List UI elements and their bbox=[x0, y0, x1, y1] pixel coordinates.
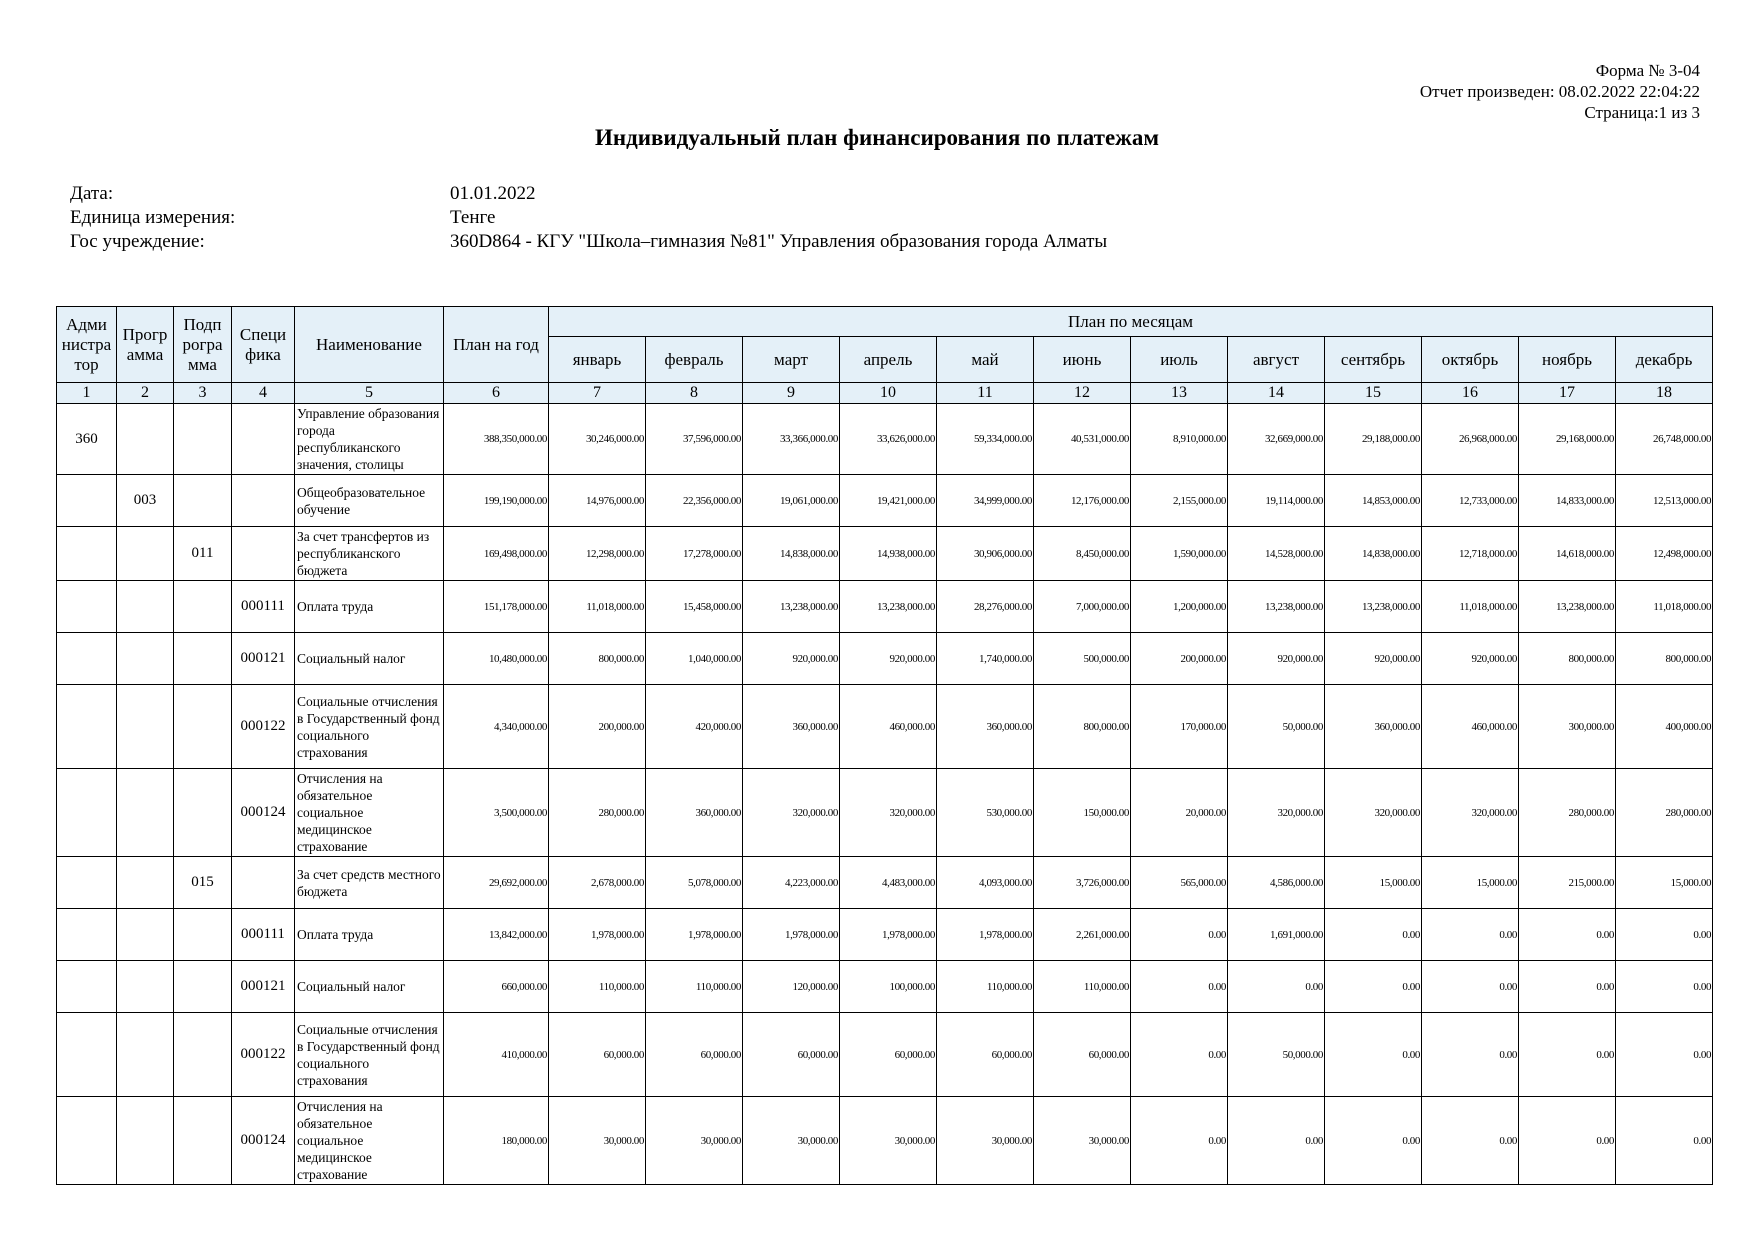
cell-month-value: 37,596,000.00 bbox=[646, 404, 743, 475]
month-header: декабрь bbox=[1616, 337, 1713, 383]
cell-month-value: 30,000.00 bbox=[743, 1097, 840, 1185]
cell-month-value: 500,000.00 bbox=[1034, 633, 1131, 685]
cell-month-value: 60,000.00 bbox=[743, 1013, 840, 1097]
cell-month-value: 30,000.00 bbox=[840, 1097, 937, 1185]
cell-month-value: 0.00 bbox=[1519, 961, 1616, 1013]
col-header-subprogram: Подп рогра мма bbox=[174, 307, 232, 383]
cell-month-value: 14,838,000.00 bbox=[1325, 527, 1422, 581]
cell-month-value: 110,000.00 bbox=[1034, 961, 1131, 1013]
month-header: июль bbox=[1131, 337, 1228, 383]
cell-month-value: 30,000.00 bbox=[937, 1097, 1034, 1185]
cell-month-value: 110,000.00 bbox=[646, 961, 743, 1013]
cell-name: Социальные отчисления в Государственный фонд социального страхования bbox=[295, 1013, 444, 1097]
cell-month-value: 13,238,000.00 bbox=[743, 581, 840, 633]
cell-month-value: 800,000.00 bbox=[1034, 685, 1131, 769]
cell-month-value: 50,000.00 bbox=[1228, 685, 1325, 769]
cell-subprogram: 015 bbox=[174, 857, 232, 909]
cell-month-value: 420,000.00 bbox=[646, 685, 743, 769]
cell-month-value: 920,000.00 bbox=[840, 633, 937, 685]
cell-month-value: 4,586,000.00 bbox=[1228, 857, 1325, 909]
cell-subprogram bbox=[174, 633, 232, 685]
cell-month-value: 920,000.00 bbox=[1228, 633, 1325, 685]
column-number: 14 bbox=[1228, 383, 1325, 404]
cell-month-value: 320,000.00 bbox=[1325, 769, 1422, 857]
cell-name: Социальный налог bbox=[295, 961, 444, 1013]
form-number: Форма № 3-04 bbox=[1595, 61, 1700, 80]
cell-month-value: 15,000.00 bbox=[1616, 857, 1713, 909]
cell-program bbox=[117, 633, 174, 685]
cell-month-value: 280,000.00 bbox=[1519, 769, 1616, 857]
cell-month-value: 120,000.00 bbox=[743, 961, 840, 1013]
cell-month-value: 5,078,000.00 bbox=[646, 857, 743, 909]
cell-month-value: 30,000.00 bbox=[646, 1097, 743, 1185]
cell-month-value: 200,000.00 bbox=[1131, 633, 1228, 685]
cell-plan-year: 660,000.00 bbox=[444, 961, 549, 1013]
month-header: июнь bbox=[1034, 337, 1131, 383]
cell-month-value: 14,833,000.00 bbox=[1519, 475, 1616, 527]
cell-month-value: 110,000.00 bbox=[549, 961, 646, 1013]
cell-admin: 360 bbox=[57, 404, 117, 475]
info-label: Гос учреждение: bbox=[70, 231, 205, 252]
cell-subprogram bbox=[174, 1097, 232, 1185]
column-number: 18 bbox=[1616, 383, 1713, 404]
cell-program bbox=[117, 1013, 174, 1097]
col-header-program: Прогр амма bbox=[117, 307, 174, 383]
cell-admin bbox=[57, 633, 117, 685]
cell-month-value: 0.00 bbox=[1325, 961, 1422, 1013]
cell-name: Отчисления на обязательное социальное медицинское страхование bbox=[295, 1097, 444, 1185]
cell-program bbox=[117, 961, 174, 1013]
cell-month-value: 26,748,000.00 bbox=[1616, 404, 1713, 475]
cell-month-value: 29,168,000.00 bbox=[1519, 404, 1616, 475]
cell-month-value: 30,000.00 bbox=[1034, 1097, 1131, 1185]
cell-month-value: 19,061,000.00 bbox=[743, 475, 840, 527]
table-row bbox=[57, 909, 1713, 961]
cell-month-value: 1,978,000.00 bbox=[549, 909, 646, 961]
cell-month-value: 11,018,000.00 bbox=[1616, 581, 1713, 633]
info-value: Тенге bbox=[450, 207, 496, 228]
cell-month-value: 12,298,000.00 bbox=[549, 527, 646, 581]
column-number: 17 bbox=[1519, 383, 1616, 404]
cell-month-value: 0.00 bbox=[1616, 1013, 1713, 1097]
column-number: 1 bbox=[57, 383, 117, 404]
cell-month-value: 0.00 bbox=[1131, 909, 1228, 961]
cell-month-value: 0.00 bbox=[1422, 1013, 1519, 1097]
cell-program bbox=[117, 581, 174, 633]
report-meta bbox=[1420, 60, 1700, 123]
month-header: март bbox=[743, 337, 840, 383]
cell-specific bbox=[232, 857, 295, 909]
cell-month-value: 34,999,000.00 bbox=[937, 475, 1034, 527]
cell-name: Оплата труда bbox=[295, 909, 444, 961]
cell-program bbox=[117, 685, 174, 769]
cell-month-value: 14,528,000.00 bbox=[1228, 527, 1325, 581]
cell-month-value: 7,000,000.00 bbox=[1034, 581, 1131, 633]
cell-month-value: 530,000.00 bbox=[937, 769, 1034, 857]
cell-month-value: 14,938,000.00 bbox=[840, 527, 937, 581]
cell-month-value: 60,000.00 bbox=[840, 1013, 937, 1097]
cell-name: Оплата труда bbox=[295, 581, 444, 633]
column-number: 2 bbox=[117, 383, 174, 404]
cell-month-value: 0.00 bbox=[1325, 1013, 1422, 1097]
cell-specific: 000124 bbox=[232, 1097, 295, 1185]
cell-specific: 000111 bbox=[232, 581, 295, 633]
cell-month-value: 170,000.00 bbox=[1131, 685, 1228, 769]
cell-month-value: 13,238,000.00 bbox=[1325, 581, 1422, 633]
month-header: январь bbox=[549, 337, 646, 383]
cell-month-value: 920,000.00 bbox=[743, 633, 840, 685]
cell-month-value: 0.00 bbox=[1519, 1097, 1616, 1185]
cell-admin bbox=[57, 909, 117, 961]
cell-specific: 000111 bbox=[232, 909, 295, 961]
cell-month-value: 1,590,000.00 bbox=[1131, 527, 1228, 581]
cell-program bbox=[117, 527, 174, 581]
cell-month-value: 920,000.00 bbox=[1325, 633, 1422, 685]
cell-month-value: 0.00 bbox=[1228, 961, 1325, 1013]
cell-month-value: 60,000.00 bbox=[549, 1013, 646, 1097]
generated-timestamp: Отчет произведен: 08.02.2022 22:04:22 bbox=[1419, 82, 1700, 101]
cell-month-value: 40,531,000.00 bbox=[1034, 404, 1131, 475]
info-row-unit bbox=[70, 206, 1130, 230]
cell-month-value: 11,018,000.00 bbox=[1422, 581, 1519, 633]
cell-month-value: 100,000.00 bbox=[840, 961, 937, 1013]
cell-specific: 000122 bbox=[232, 685, 295, 769]
cell-month-value: 13,238,000.00 bbox=[1228, 581, 1325, 633]
cell-specific bbox=[232, 404, 295, 475]
cell-subprogram bbox=[174, 1013, 232, 1097]
cell-month-value: 1,978,000.00 bbox=[743, 909, 840, 961]
cell-admin bbox=[57, 769, 117, 857]
cell-month-value: 30,906,000.00 bbox=[937, 527, 1034, 581]
cell-plan-year: 3,500,000.00 bbox=[444, 769, 549, 857]
cell-month-value: 30,000.00 bbox=[549, 1097, 646, 1185]
cell-month-value: 14,976,000.00 bbox=[549, 475, 646, 527]
cell-month-value: 59,334,000.00 bbox=[937, 404, 1034, 475]
cell-month-value: 150,000.00 bbox=[1034, 769, 1131, 857]
cell-month-value: 12,733,000.00 bbox=[1422, 475, 1519, 527]
cell-month-value: 400,000.00 bbox=[1616, 685, 1713, 769]
cell-admin bbox=[57, 961, 117, 1013]
cell-plan-year: 169,498,000.00 bbox=[444, 527, 549, 581]
cell-month-value: 1,200,000.00 bbox=[1131, 581, 1228, 633]
cell-month-value: 200,000.00 bbox=[549, 685, 646, 769]
column-number: 3 bbox=[174, 383, 232, 404]
cell-month-value: 0.00 bbox=[1422, 909, 1519, 961]
cell-month-value: 360,000.00 bbox=[743, 685, 840, 769]
cell-month-value: 12,718,000.00 bbox=[1422, 527, 1519, 581]
cell-month-value: 360,000.00 bbox=[1325, 685, 1422, 769]
column-number: 7 bbox=[549, 383, 646, 404]
cell-month-value: 565,000.00 bbox=[1131, 857, 1228, 909]
cell-month-value: 4,223,000.00 bbox=[743, 857, 840, 909]
cell-month-value: 60,000.00 bbox=[937, 1013, 1034, 1097]
cell-month-value: 29,188,000.00 bbox=[1325, 404, 1422, 475]
column-number: 13 bbox=[1131, 383, 1228, 404]
cell-month-value: 20,000.00 bbox=[1131, 769, 1228, 857]
cell-subprogram bbox=[174, 961, 232, 1013]
cell-month-value: 15,458,000.00 bbox=[646, 581, 743, 633]
cell-month-value: 0.00 bbox=[1325, 909, 1422, 961]
column-number: 16 bbox=[1422, 383, 1519, 404]
cell-month-value: 300,000.00 bbox=[1519, 685, 1616, 769]
table-row bbox=[57, 769, 1713, 857]
cell-month-value: 800,000.00 bbox=[1616, 633, 1713, 685]
month-header: сентябрь bbox=[1325, 337, 1422, 383]
cell-month-value: 60,000.00 bbox=[1034, 1013, 1131, 1097]
month-header: ноябрь bbox=[1519, 337, 1616, 383]
cell-specific: 000122 bbox=[232, 1013, 295, 1097]
column-number: 15 bbox=[1325, 383, 1422, 404]
table-row bbox=[57, 527, 1713, 581]
cell-month-value: 0.00 bbox=[1325, 1097, 1422, 1185]
column-number: 11 bbox=[937, 383, 1034, 404]
cell-month-value: 1,978,000.00 bbox=[937, 909, 1034, 961]
cell-month-value: 110,000.00 bbox=[937, 961, 1034, 1013]
column-number: 4 bbox=[232, 383, 295, 404]
cell-name: Общеобразовательное обучение bbox=[295, 475, 444, 527]
column-number: 12 bbox=[1034, 383, 1131, 404]
cell-month-value: 4,483,000.00 bbox=[840, 857, 937, 909]
report-title: Индивидуальный план финансирования по платежам bbox=[594, 125, 1160, 150]
cell-month-value: 360,000.00 bbox=[937, 685, 1034, 769]
cell-month-value: 1,040,000.00 bbox=[646, 633, 743, 685]
info-label: Дата: bbox=[70, 183, 114, 204]
cell-month-value: 4,093,000.00 bbox=[937, 857, 1034, 909]
info-label: Единица измерения: bbox=[70, 207, 236, 228]
col-header-plan-year: План на год bbox=[444, 307, 549, 383]
cell-month-value: 50,000.00 bbox=[1228, 1013, 1325, 1097]
cell-month-value: 0.00 bbox=[1519, 909, 1616, 961]
cell-plan-year: 151,178,000.00 bbox=[444, 581, 549, 633]
cell-name: За счет средств местного бюджета bbox=[295, 857, 444, 909]
month-header: апрель bbox=[840, 337, 937, 383]
cell-month-value: 0.00 bbox=[1228, 1097, 1325, 1185]
cell-month-value: 460,000.00 bbox=[840, 685, 937, 769]
col-header-plan-months: План по месяцам bbox=[549, 307, 1713, 337]
table-row bbox=[57, 581, 1713, 633]
cell-subprogram bbox=[174, 475, 232, 527]
cell-subprogram bbox=[174, 581, 232, 633]
cell-month-value: 320,000.00 bbox=[743, 769, 840, 857]
cell-month-value: 1,691,000.00 bbox=[1228, 909, 1325, 961]
cell-admin bbox=[57, 581, 117, 633]
cell-month-value: 19,114,000.00 bbox=[1228, 475, 1325, 527]
cell-month-value: 360,000.00 bbox=[646, 769, 743, 857]
cell-admin bbox=[57, 527, 117, 581]
cell-month-value: 280,000.00 bbox=[1616, 769, 1713, 857]
column-number: 6 bbox=[444, 383, 549, 404]
cell-month-value: 60,000.00 bbox=[646, 1013, 743, 1097]
cell-program bbox=[117, 909, 174, 961]
cell-plan-year: 388,350,000.00 bbox=[444, 404, 549, 475]
cell-plan-year: 410,000.00 bbox=[444, 1013, 549, 1097]
cell-month-value: 0.00 bbox=[1422, 961, 1519, 1013]
cell-month-value: 320,000.00 bbox=[1422, 769, 1519, 857]
cell-subprogram bbox=[174, 404, 232, 475]
table-row bbox=[57, 685, 1713, 769]
column-number-row bbox=[57, 383, 1713, 404]
cell-month-value: 15,000.00 bbox=[1422, 857, 1519, 909]
col-header-admin: Адми нистра тор bbox=[57, 307, 117, 383]
cell-month-value: 33,366,000.00 bbox=[743, 404, 840, 475]
cell-month-value: 3,726,000.00 bbox=[1034, 857, 1131, 909]
cell-month-value: 28,276,000.00 bbox=[937, 581, 1034, 633]
cell-subprogram bbox=[174, 769, 232, 857]
cell-month-value: 0.00 bbox=[1616, 1097, 1713, 1185]
table-row bbox=[57, 633, 1713, 685]
cell-month-value: 26,968,000.00 bbox=[1422, 404, 1519, 475]
cell-month-value: 2,678,000.00 bbox=[549, 857, 646, 909]
cell-name: Управление образования города республиканского значения, столицы bbox=[295, 404, 444, 475]
cell-plan-year: 4,340,000.00 bbox=[444, 685, 549, 769]
col-header-name: Наименование bbox=[295, 307, 444, 383]
cell-month-value: 32,669,000.00 bbox=[1228, 404, 1325, 475]
table-row bbox=[57, 1013, 1713, 1097]
cell-month-value: 800,000.00 bbox=[549, 633, 646, 685]
cell-month-value: 17,278,000.00 bbox=[646, 527, 743, 581]
cell-program bbox=[117, 857, 174, 909]
month-header: октябрь bbox=[1422, 337, 1519, 383]
month-header: август bbox=[1228, 337, 1325, 383]
cell-month-value: 0.00 bbox=[1131, 1013, 1228, 1097]
column-number: 10 bbox=[840, 383, 937, 404]
cell-month-value: 13,238,000.00 bbox=[1519, 581, 1616, 633]
cell-month-value: 320,000.00 bbox=[1228, 769, 1325, 857]
cell-admin bbox=[57, 685, 117, 769]
column-number: 9 bbox=[743, 383, 840, 404]
cell-month-value: 8,910,000.00 bbox=[1131, 404, 1228, 475]
table-row bbox=[57, 961, 1713, 1013]
financing-plan-table bbox=[56, 306, 1713, 1185]
cell-plan-year: 180,000.00 bbox=[444, 1097, 549, 1185]
table-row bbox=[57, 475, 1713, 527]
report-info bbox=[70, 182, 1130, 254]
cell-month-value: 14,853,000.00 bbox=[1325, 475, 1422, 527]
cell-month-value: 1,978,000.00 bbox=[646, 909, 743, 961]
info-row-date bbox=[70, 182, 1130, 206]
header-row bbox=[57, 307, 1713, 337]
cell-plan-year: 10,480,000.00 bbox=[444, 633, 549, 685]
cell-specific: 000121 bbox=[232, 633, 295, 685]
cell-month-value: 920,000.00 bbox=[1422, 633, 1519, 685]
cell-subprogram: 011 bbox=[174, 527, 232, 581]
cell-name: Социальный налог bbox=[295, 633, 444, 685]
cell-month-value: 215,000.00 bbox=[1519, 857, 1616, 909]
cell-specific bbox=[232, 475, 295, 527]
cell-month-value: 0.00 bbox=[1422, 1097, 1519, 1185]
cell-month-value: 8,450,000.00 bbox=[1034, 527, 1131, 581]
table-body bbox=[57, 404, 1713, 1185]
cell-admin bbox=[57, 1097, 117, 1185]
month-header: май bbox=[937, 337, 1034, 383]
cell-plan-year: 29,692,000.00 bbox=[444, 857, 549, 909]
cell-month-value: 2,261,000.00 bbox=[1034, 909, 1131, 961]
cell-program bbox=[117, 1097, 174, 1185]
cell-month-value: 0.00 bbox=[1131, 1097, 1228, 1185]
cell-month-value: 12,513,000.00 bbox=[1616, 475, 1713, 527]
col-header-specific: Специ фика bbox=[232, 307, 295, 383]
cell-month-value: 0.00 bbox=[1131, 961, 1228, 1013]
cell-program: 003 bbox=[117, 475, 174, 527]
cell-program bbox=[117, 404, 174, 475]
cell-month-value: 11,018,000.00 bbox=[549, 581, 646, 633]
cell-month-value: 15,000.00 bbox=[1325, 857, 1422, 909]
cell-month-value: 0.00 bbox=[1616, 961, 1713, 1013]
table-header bbox=[57, 307, 1713, 404]
cell-name: Отчисления на обязательное социальное медицинское страхование bbox=[295, 769, 444, 857]
cell-subprogram bbox=[174, 685, 232, 769]
cell-plan-year: 199,190,000.00 bbox=[444, 475, 549, 527]
cell-month-value: 2,155,000.00 bbox=[1131, 475, 1228, 527]
info-row-institution bbox=[70, 230, 1130, 254]
cell-subprogram bbox=[174, 909, 232, 961]
cell-month-value: 1,740,000.00 bbox=[937, 633, 1034, 685]
cell-month-value: 320,000.00 bbox=[840, 769, 937, 857]
cell-specific: 000121 bbox=[232, 961, 295, 1013]
info-value: 01.01.2022 bbox=[450, 183, 536, 204]
cell-name: За счет трансфертов из республиканского бюджета bbox=[295, 527, 444, 581]
cell-month-value: 14,838,000.00 bbox=[743, 527, 840, 581]
table-row bbox=[57, 857, 1713, 909]
column-number: 5 bbox=[295, 383, 444, 404]
cell-program bbox=[117, 769, 174, 857]
month-header: февраль bbox=[646, 337, 743, 383]
info-value: 360D864 - КГУ "Школа–гимназия №81" Управления образования города Алматы bbox=[450, 231, 1108, 252]
cell-month-value: 12,176,000.00 bbox=[1034, 475, 1131, 527]
cell-admin bbox=[57, 1013, 117, 1097]
cell-month-value: 0.00 bbox=[1616, 909, 1713, 961]
cell-month-value: 460,000.00 bbox=[1422, 685, 1519, 769]
cell-specific bbox=[232, 527, 295, 581]
cell-month-value: 1,978,000.00 bbox=[840, 909, 937, 961]
cell-month-value: 33,626,000.00 bbox=[840, 404, 937, 475]
cell-admin bbox=[57, 857, 117, 909]
cell-month-value: 14,618,000.00 bbox=[1519, 527, 1616, 581]
cell-name: Социальные отчисления в Государственный фонд социального страхования bbox=[295, 685, 444, 769]
column-number: 8 bbox=[646, 383, 743, 404]
table-row bbox=[57, 1097, 1713, 1185]
cell-admin bbox=[57, 475, 117, 527]
cell-month-value: 13,238,000.00 bbox=[840, 581, 937, 633]
cell-month-value: 800,000.00 bbox=[1519, 633, 1616, 685]
page-indicator: Страница:1 из 3 bbox=[1584, 103, 1700, 122]
cell-month-value: 30,246,000.00 bbox=[549, 404, 646, 475]
cell-month-value: 280,000.00 bbox=[549, 769, 646, 857]
cell-month-value: 22,356,000.00 bbox=[646, 475, 743, 527]
table-row bbox=[57, 404, 1713, 475]
cell-month-value: 0.00 bbox=[1519, 1013, 1616, 1097]
cell-month-value: 19,421,000.00 bbox=[840, 475, 937, 527]
cell-plan-year: 13,842,000.00 bbox=[444, 909, 549, 961]
cell-month-value: 12,498,000.00 bbox=[1616, 527, 1713, 581]
cell-specific: 000124 bbox=[232, 769, 295, 857]
